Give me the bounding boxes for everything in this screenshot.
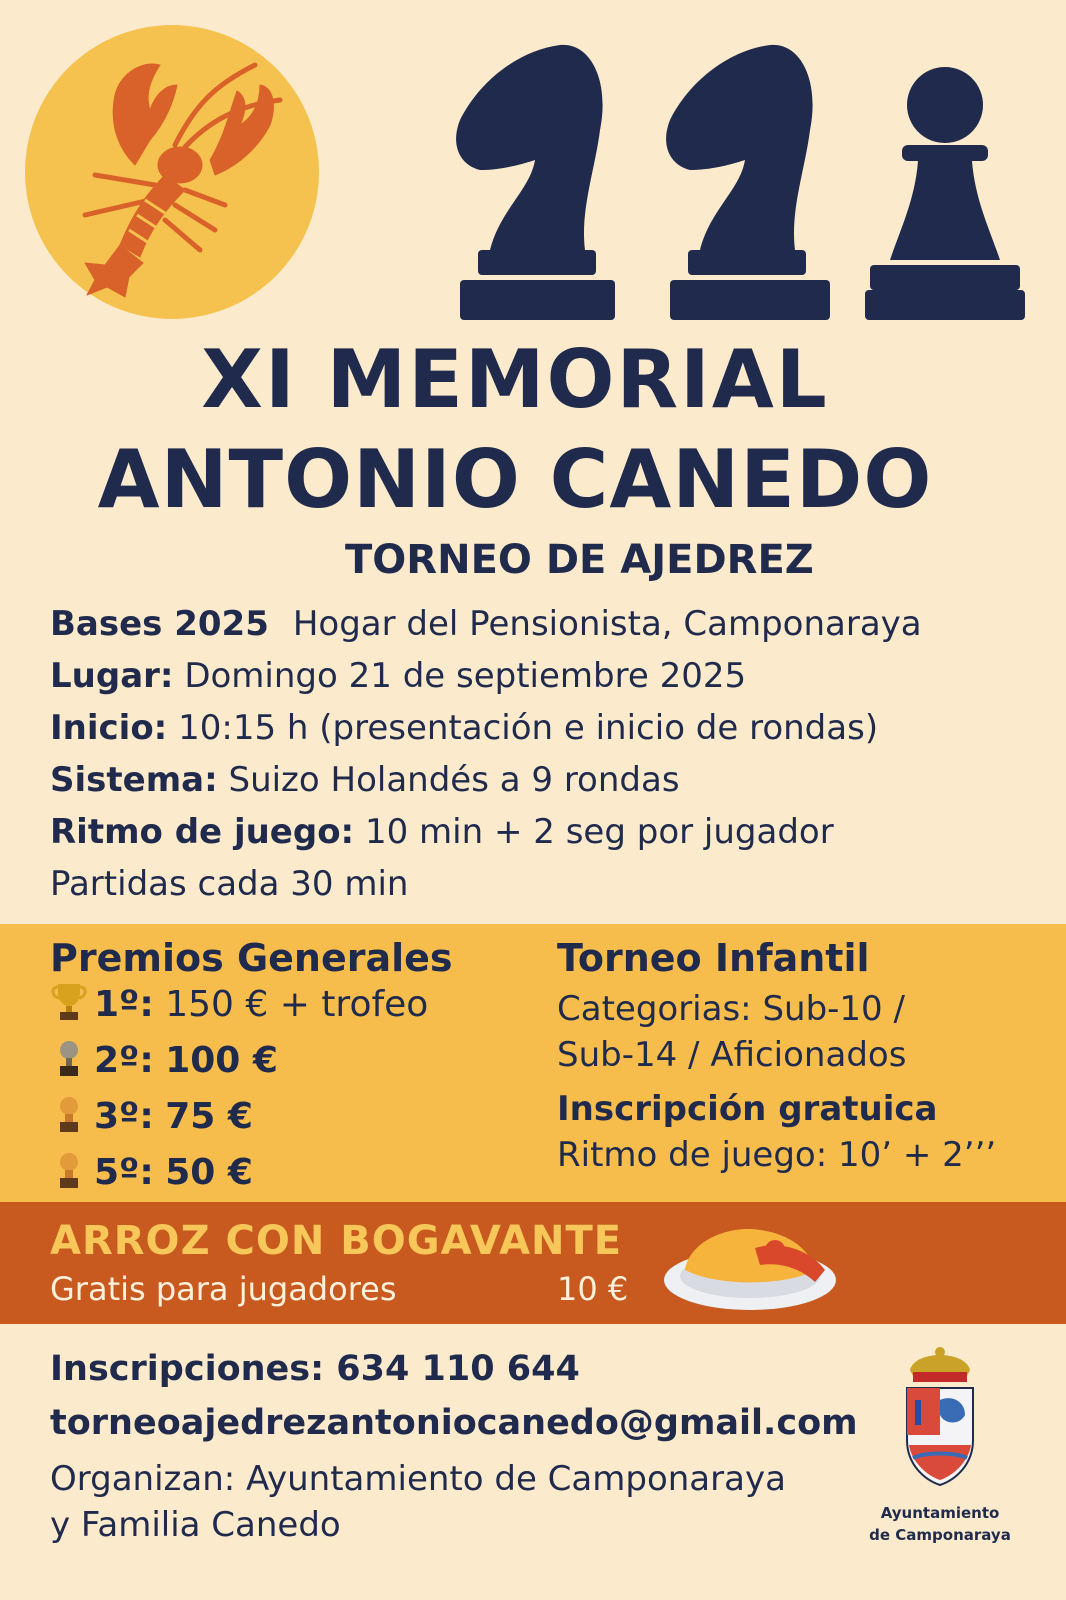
prize-row <box>50 1092 453 1148</box>
gold-trophy-icon <box>50 982 94 1036</box>
prizes-section <box>0 924 1066 1202</box>
tournament-info <box>50 598 1040 910</box>
prize-value: 150 € + trofeo <box>165 984 429 1025</box>
contact-email[interactable]: torneoajedrezantoniocanedo@gmail.com <box>50 1403 858 1443</box>
bronze-medal-icon <box>50 1150 94 1204</box>
lobster-logo <box>25 25 319 319</box>
torneo-infantil <box>557 936 996 1178</box>
arroz-price: 10 € <box>557 1270 629 1308</box>
prize-place: 5º: <box>94 1152 154 1193</box>
lugar-value: Domingo 21 de septiembre 2025 <box>184 656 747 696</box>
prize-value: 100 € <box>165 1040 278 1081</box>
sistema-value: Suizo Holandés a 9 rondas <box>228 760 680 800</box>
prize-row <box>50 980 453 1036</box>
info-inicio <box>50 702 1040 754</box>
organizan-line-2: y Familia Canedo <box>50 1505 341 1545</box>
bases-label: Bases 2025 <box>50 604 269 644</box>
bronze-medal-icon <box>50 1094 94 1148</box>
infantil-ritmo: Ritmo de juego: 10’ + 2’’’ <box>557 1135 997 1175</box>
inscripciones-phone: Inscripciones: 634 110 644 <box>50 1349 580 1389</box>
silver-medal-icon <box>50 1038 94 1092</box>
prize-place: 1º: <box>94 984 154 1025</box>
ritmo-value: 10 min + 2 seg por jugador <box>364 812 834 852</box>
lugar-label: Lugar: <box>50 656 174 696</box>
infantil-categorias-2: Sub-14 / Aficionados <box>557 1035 907 1075</box>
info-lugar <box>50 650 1040 702</box>
bases-value: Hogar del Pensionista, Camponaraya <box>292 604 922 644</box>
infantil-title: Torneo Infantil <box>557 936 870 980</box>
info-sistema <box>50 754 1040 806</box>
knight-icon <box>666 45 830 320</box>
prize-value: 75 € <box>165 1096 253 1137</box>
organizan <box>50 1456 870 1548</box>
arroz-section <box>0 1202 1066 1324</box>
crest-label <box>850 1502 1030 1546</box>
camponaraya-crest-icon <box>895 1340 985 1490</box>
infantil-inscripcion: Inscripción gratuica <box>557 1089 938 1129</box>
crest-label-line-2: de Camponaraya <box>869 1526 1011 1544</box>
arroz-subtitle: Gratis para jugadores <box>50 1270 397 1308</box>
sistema-label: Sistema: <box>50 760 218 800</box>
prize-row <box>50 1148 453 1204</box>
pawn-icon <box>865 67 1025 320</box>
premios-generales <box>50 936 453 1204</box>
prize-place: 3º: <box>94 1096 154 1137</box>
prize-place: 2º: <box>94 1040 154 1081</box>
inicio-value: 10:15 h (presentación e inicio de rondas) <box>178 708 879 748</box>
info-partidas: Partidas cada 30 min <box>50 864 409 904</box>
organizan-line-1: Organizan: Ayuntamiento de Camponaraya <box>50 1459 786 1499</box>
arroz-title: ARROZ CON BOGAVANTE <box>50 1218 623 1264</box>
info-ritmo <box>50 806 1040 858</box>
ritmo-label: Ritmo de juego: <box>50 812 355 852</box>
rice-plate-icon <box>660 1210 840 1314</box>
title-line-2: ANTONIO CANEDO <box>97 433 933 526</box>
infantil-categorias-1: Categorias: Sub-10 / <box>557 989 905 1029</box>
prize-row <box>50 1036 453 1092</box>
premios-title: Premios Generales <box>50 936 453 980</box>
footer <box>50 1342 870 1548</box>
title-line-1: XI MEMORIAL <box>201 333 829 426</box>
info-bases <box>50 598 1040 650</box>
subtitle: TORNEO DE AJEDREZ <box>345 537 814 583</box>
crest-label-line-1: Ayuntamiento <box>880 1504 1000 1522</box>
knight-icon <box>456 45 615 320</box>
prize-value: 50 € <box>165 1152 253 1193</box>
chess-pieces <box>440 40 1040 330</box>
lobster-icon <box>25 25 319 319</box>
inicio-label: Inicio: <box>50 708 168 748</box>
